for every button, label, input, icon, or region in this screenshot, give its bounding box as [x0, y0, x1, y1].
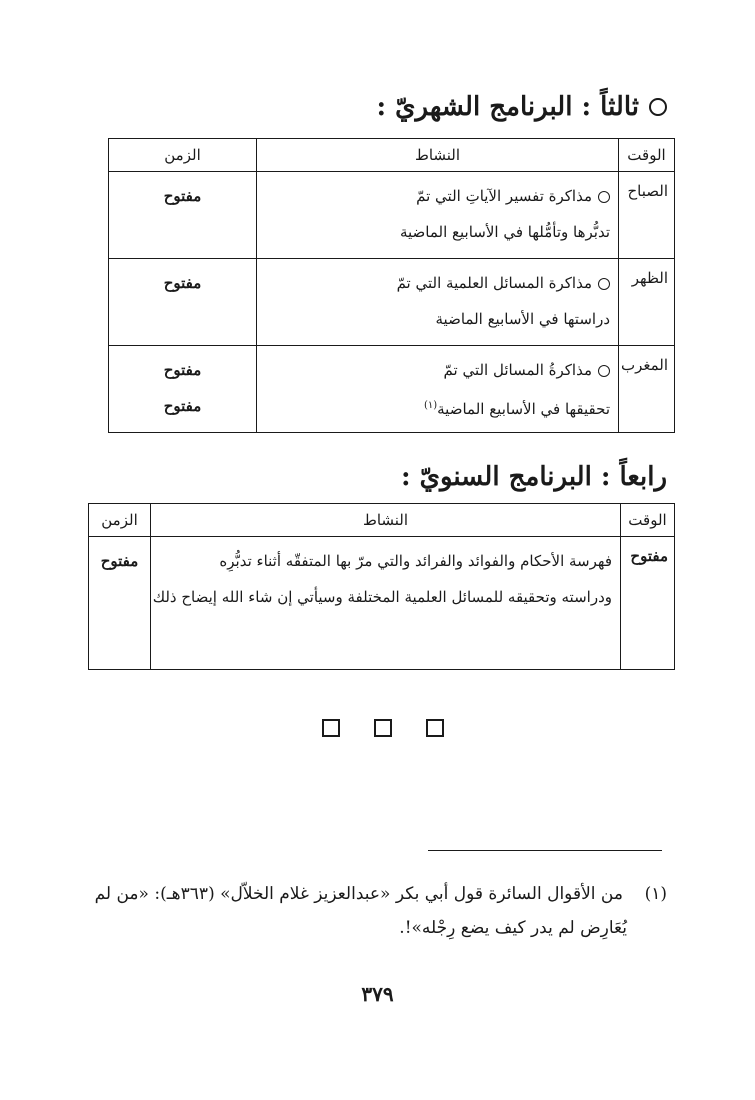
table-row	[109, 346, 675, 433]
time-cell: الصباح	[619, 172, 675, 259]
activity-text: مذاكرةُ المسائل التي تمّ	[443, 361, 592, 379]
time-cell: المغرب	[619, 346, 675, 433]
footnote	[87, 877, 667, 945]
circle-bullet-icon	[598, 278, 610, 290]
yearly-program-table	[88, 503, 675, 670]
footnote-text: من الأقوال السائرة قول أبي بكر «عبدالعزيز غلام الخلاّل» (٣٦٣هـ): «من لم	[94, 884, 623, 904]
page-number: ٣٧٩	[361, 982, 394, 1006]
activity-cell	[257, 172, 619, 259]
activity-line: ودراسته وتحقيقه للمسائل العلمية المختلفة وسيأتي إن شاء الله إيضاح ذلك	[152, 588, 612, 606]
activity-text: تحقيقها في الأسابيع الماضية	[437, 400, 610, 418]
duration-cell	[109, 346, 257, 433]
monthly-program-title: ثالثاً : البرنامج الشهريّ :	[376, 92, 639, 122]
square-icon	[426, 719, 444, 737]
activity-line	[265, 392, 610, 428]
activity-cell	[257, 346, 619, 433]
yearly-program-title: رابعاً : البرنامج السنويّ :	[400, 462, 667, 492]
yearly-program-heading	[401, 462, 667, 492]
duration-cell	[109, 172, 257, 259]
table-header-row	[109, 139, 675, 172]
table-row	[109, 259, 675, 346]
activity-line	[265, 356, 610, 392]
square-icon	[374, 719, 392, 737]
activity-cell	[257, 259, 619, 346]
time-cell: الظهر	[619, 259, 675, 346]
time-header: الوقت	[619, 139, 675, 172]
table-row	[89, 537, 675, 670]
duration-value: مفتوح	[163, 361, 202, 379]
section-separator	[322, 719, 444, 737]
activity-text: مذاكرة المسائل العلمية التي تمّ	[396, 274, 592, 292]
activity-line: فهرسة الأحكام والفوائد والفرائد والتي مرّ بها المتفقّه أثناء تدبُّرِه	[219, 552, 612, 570]
circle-bullet-icon	[649, 98, 667, 116]
activity-line	[265, 269, 610, 305]
monthly-program-table	[108, 138, 675, 433]
duration-header: الزمن	[109, 139, 257, 172]
duration-cell	[109, 259, 257, 346]
activity-line	[265, 182, 610, 218]
circle-bullet-icon	[598, 365, 610, 377]
duration-value: مفتوح	[163, 187, 202, 205]
activity-text: مذاكرة تفسير الآياتِ التي تمّ	[416, 187, 592, 205]
activity-header: النشاط	[151, 504, 621, 537]
footnote-line	[87, 877, 667, 911]
duration-header: الزمن	[89, 504, 151, 537]
duration-value: مفتوح	[100, 552, 139, 570]
time-cell: مفتوح	[621, 537, 675, 670]
duration-value: مفتوح	[163, 397, 202, 415]
circle-bullet-icon	[598, 191, 610, 203]
activity-cell	[151, 537, 621, 670]
activity-header: النشاط	[257, 139, 619, 172]
table-row	[109, 172, 675, 259]
activity-line: دراستها في الأسابيع الماضية	[435, 310, 610, 328]
activity-line: تدبُّرها وتأمُّلها في الأسابيع الماضية	[399, 223, 610, 241]
footnote-line: يُعَارِض لم يدر كيف يضع رِجْله»!.	[399, 918, 627, 938]
monthly-program-heading	[377, 92, 667, 122]
footnote-divider	[428, 850, 662, 851]
square-icon	[322, 719, 340, 737]
duration-cell	[89, 537, 151, 670]
duration-value: مفتوح	[163, 274, 202, 292]
table-header-row	[89, 504, 675, 537]
footnote-number: (١)	[644, 884, 667, 904]
time-header: الوقت	[621, 504, 675, 537]
footnote-reference: (١)	[423, 400, 438, 411]
